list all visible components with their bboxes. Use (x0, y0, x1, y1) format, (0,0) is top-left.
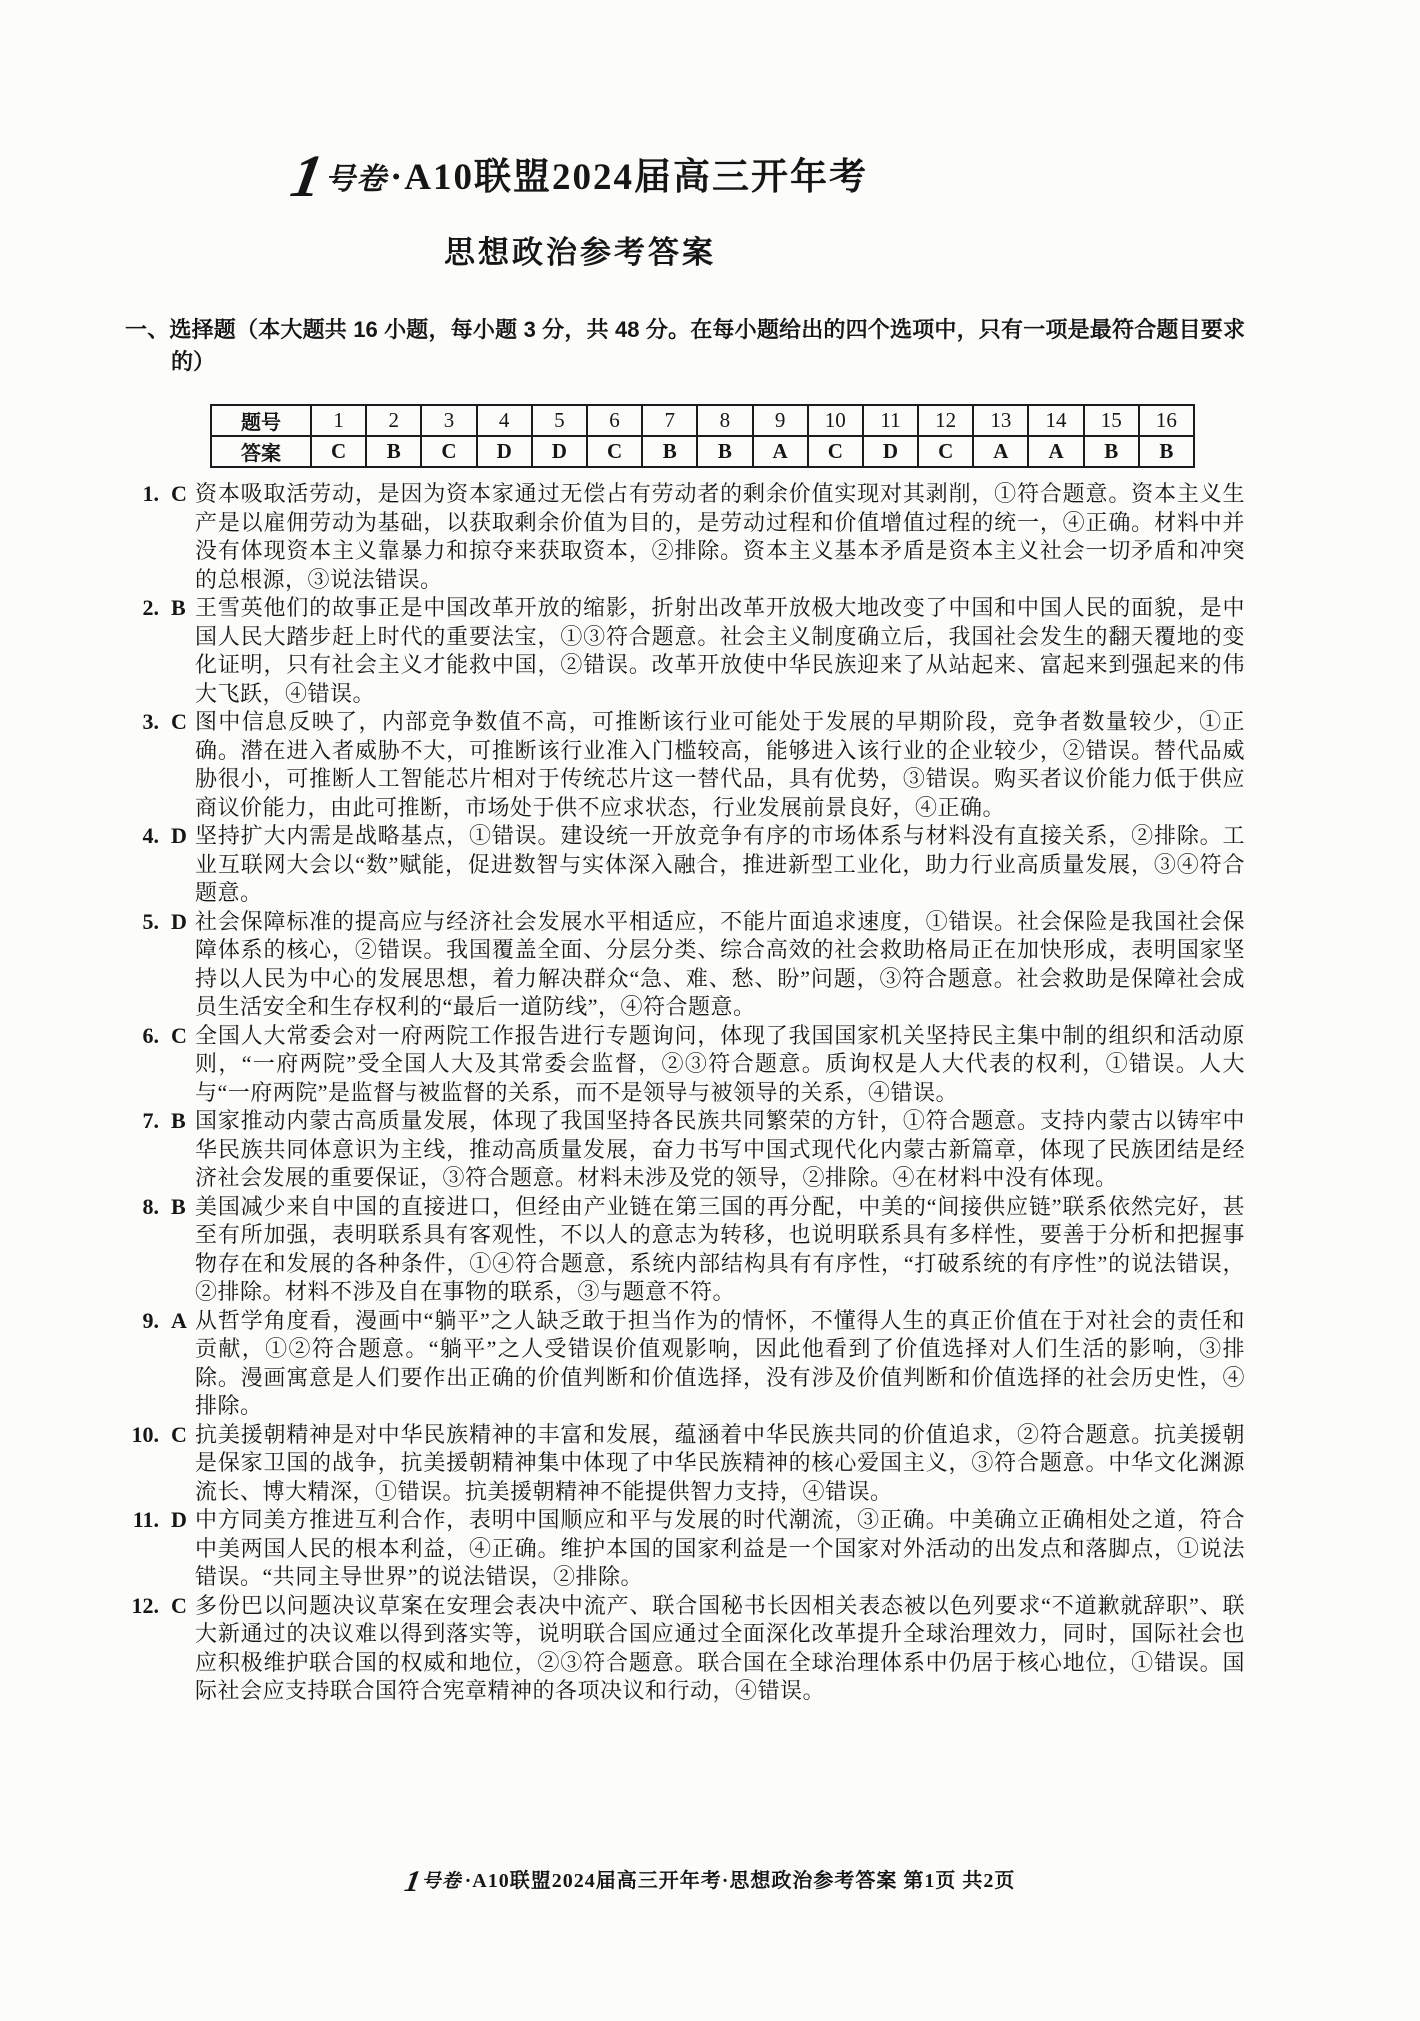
brand-logo-text: 号卷 (324, 163, 387, 196)
page-header (0, 0, 1160, 272)
answer-letter: B (171, 595, 187, 620)
question-number-cell: 9 (753, 405, 808, 436)
section-heading: 一、选择题（本大题共 16 小题，每小题 3 分，共 48 分。在每小题给出的四个选项中，只有一项是最符合题目要求的） (125, 317, 1245, 374)
explanation-item (125, 1421, 1245, 1507)
explanation-text: 资本吸取活劳动，是因为资本家通过无偿占有劳动者的剩余价值实现对其剥削，①符合题意。资本主义生产是以雇佣劳动为基础，以获取剩余价值为目的，是劳动过程和价值增值过程的统一，④正确。材料中并没有体现资本主义靠暴力和掠夺来获取资本，②排除。资本主义基本矛盾是资本主义社会一切矛盾和冲突的总根源，③说法错误。 (195, 481, 1245, 592)
answer-cell: B (1084, 436, 1139, 467)
explanation-list (125, 480, 1245, 1706)
explanation-text: 多份巴以问题决议草案在安理会表决中流产、联合国秘书长因相关表态被以色列要求“不道歉就辞职”、联大新通过的决议难以得到落实等，说明联合国应通过全面深化改革提升全球治理效力，同时，国际社会也应积极维护联合国的权威和地位，②③符合题意。联合国在全球治理体系中仍居于核心地位，①错误。国际社会应支持联合国符合宪章精神的各项决议和行动，④错误。 (195, 1592, 1245, 1703)
question-number: 12. (131, 1592, 159, 1618)
answer-cell: B (366, 436, 421, 467)
question-number-cell: 10 (808, 405, 863, 436)
answer-cell: D (863, 436, 918, 467)
answer-cell: C (587, 436, 642, 467)
question-number-cell: 4 (477, 405, 532, 436)
question-number-cell: 2 (366, 405, 421, 436)
answer-cell: C (311, 436, 366, 467)
explanation-text: 美国减少来自中国的直接进口，但经由产业链在第三国的再分配，中美的“间接供应链”联系依然完好，甚至有所加强，表明联系具有客观性，不以人的意志为转移，也说明联系具有多样性，要善于分析和把握事物存在和发展的各种条件，①④符合题意，系统内部结构具有有序性，“打破系统的有序性”的说法错误，②排除。材料不涉及自在事物的联系，③与题意不符。 (195, 1193, 1245, 1304)
answer-cell: B (697, 436, 752, 467)
answer-row (211, 436, 1194, 467)
explanation-item (125, 708, 1245, 822)
answer-cell: C (808, 436, 863, 467)
answer-letter: B (171, 1108, 187, 1133)
explanation-item (125, 1022, 1245, 1108)
explanation-item (125, 1592, 1245, 1706)
question-number: 2. (142, 595, 159, 620)
page-title: 1号卷·A10联盟2024届高三开年考 (286, 143, 869, 209)
question-number-cell: 1 (311, 405, 366, 436)
main-content (0, 314, 1420, 1706)
explanation-text: 国家推动内蒙古高质量发展，体现了我国坚持各民族共同繁荣的方针，①符合题意。支持内蒙古以铸牢中华民族共同体意识为主线，推动高质量发展，奋力书写中国式现代化内蒙古新篇章，体现了民族团结是经济社会发展的重要保证，③符合题意。材料未涉及党的领导，②排除。④在材料中没有体现。 (195, 1108, 1245, 1190)
question-number: 10. (131, 1421, 159, 1447)
answer-cell: C (421, 436, 476, 467)
explanation-item (125, 1193, 1245, 1307)
explanation-item (125, 480, 1245, 594)
question-row-header: 题号 (211, 405, 311, 436)
answer-cell: B (1139, 436, 1194, 467)
answer-cell: A (753, 436, 808, 467)
answer-letter: A (171, 1307, 188, 1333)
explanation-text: 全国人大常委会对一府两院工作报告进行专题询问，体现了我国国家机关坚持民主集中制的组织和活动原则，“一府两院”受全国人大及其常委会监督，②③符合题意。质询权是人大代表的权利，①错误。人大与“一府两院”是监督与被监督的关系，而不是领导与被领导的关系，④错误。 (195, 1022, 1245, 1105)
question-number-cell: 7 (642, 405, 697, 436)
question-number-cell: 11 (863, 405, 918, 436)
question-number: 11. (132, 1507, 159, 1532)
explanation-text: 坚持扩大内需是战略基点，①错误。建设统一开放竞争有序的市场体系与材料没有直接关系，②排除。工业互联网大会以“数”赋能，促进数智与实体深入融合，推进新型工业化，助力行业高质量发展，③④符合题意。 (195, 823, 1245, 905)
answer-cell: D (532, 436, 587, 467)
question-number-cell: 16 (1139, 405, 1194, 436)
answer-cell: B (642, 436, 697, 467)
explanation-text: 从哲学角度看，漫画中“躺平”之人缺乏敢于担当作为的情怀，不懂得人生的真正价值在于对社会的责任和贡献，①②符合题意。“躺平”之人受错误价值观影响，因此他看到了价值选择对人们生活的影响，③排除。漫画寓意是人们要作出正确的价值判断和价值选择，没有涉及价值判断和价值选择的社会历史性，④排除。 (195, 1307, 1245, 1418)
question-number-cell: 5 (532, 405, 587, 436)
page-subtitle: 思想政治参考答案 (444, 235, 716, 270)
question-number: 1. (142, 481, 159, 506)
explanation-item (125, 1107, 1245, 1193)
question-number-cell: 6 (587, 405, 642, 436)
question-number-row (211, 405, 1194, 436)
footer-page-info: 第1页 共2页 (903, 1870, 1016, 1892)
answer-letter: C (171, 1592, 188, 1618)
answer-row-header: 答案 (211, 436, 311, 467)
explanation-item (125, 822, 1245, 908)
explanation-text: 抗美援朝精神是对中华民族精神的丰富和发展，蕴涵着中华民族共同的价值追求，②符合题意。抗美援朝是保家卫国的战争，抗美援朝精神集中体现了中华民族精神的核心爱国主义，③符合题意。中华文化渊源流长、博大精深，①错误。抗美援朝精神不能提供智力支持，④错误。 (195, 1421, 1245, 1504)
question-number: 3. (142, 709, 159, 734)
explanation-item (125, 1307, 1245, 1421)
explanation-text: 社会保障标准的提高应与经济社会发展水平相适应，不能片面追求速度，①错误。社会保险是我国社会保障体系的核心，②错误。我国覆盖全面、分层分类、综合高效的社会救助格局正在加快形成，表明国家坚持以人民为中心的发展思想，着力解决群众“急、难、愁、盼”问题，③符合题意。社会救助是保障社会成员生活安全和生存权利的“最后一道防线”，④符合题意。 (195, 908, 1245, 1019)
answer-cell: D (477, 436, 532, 467)
question-number: 4. (142, 823, 159, 848)
question-number: 5. (142, 908, 159, 934)
question-number-cell: 8 (697, 405, 752, 436)
explanation-item (125, 594, 1245, 708)
answer-letter: C (171, 709, 188, 734)
question-number-cell: 3 (421, 405, 476, 436)
answer-cell: A (1028, 436, 1083, 467)
question-number-cell: 15 (1084, 405, 1139, 436)
footer-exam-text: ·A10联盟2024届高三开年考·思想政治参考答案 (464, 1870, 898, 1892)
answer-letter: D (171, 1507, 188, 1532)
question-number-cell: 12 (918, 405, 973, 436)
answer-letter: D (171, 908, 188, 934)
explanation-text: 王雪英他们的故事正是中国改革开放的缩影，折射出改革开放极大地改变了中国和中国人民的面貌，是中国人民大踏步赶上时代的重要法宝，①③符合题意。社会主义制度确立后，我国社会发生的翻天覆地的变化证明，只有社会主义才能救中国，②错误。改革开放使中华民族迎来了从站起来、富起来到强起来的伟大飞跃，④错误。 (195, 595, 1245, 706)
answer-letter: C (171, 1022, 188, 1048)
explanation-item (125, 908, 1245, 1022)
answer-letter: C (171, 1421, 188, 1447)
answer-letter: D (171, 823, 188, 848)
page-footer: 1号卷 ·A10联盟2024届高三开年考·思想政治参考答案 第1页 共2页 (401, 1865, 1016, 1898)
answer-letter: C (171, 481, 188, 506)
footer-brand-logo-text: 号卷 (421, 1871, 462, 1892)
answer-cell: C (918, 436, 973, 467)
explanation-text: 图中信息反映了，内部竞争数值不高，可推断该行业可能处于发展的早期阶段，竞争者数量较少，①正确。潜在进入者威胁不大，可推断该行业准入门槛较高，能够进入该行业的企业较少，②错误。替代品威胁很小，可推断人工智能芯片相对于传统芯片这一替代品，具有优势，③错误。购买者议价能力低于供应商议价能力，由此可推断，市场处于供不应求状态，行业发展前景良好，④正确。 (195, 709, 1245, 820)
answer-letter: B (171, 1193, 187, 1219)
question-number: 8. (142, 1193, 159, 1219)
answer-cell: A (973, 436, 1028, 467)
question-number: 9. (142, 1307, 159, 1333)
exam-title-text: ·A10联盟2024届高三开年考 (389, 157, 869, 198)
explanation-item (125, 1506, 1245, 1592)
question-number: 7. (142, 1108, 159, 1133)
answer-table (210, 404, 1195, 468)
question-number: 6. (142, 1022, 159, 1048)
explanation-text: 中方同美方推进互利合作，表明中国顺应和平与发展的时代潮流，③正确。中美确立正确相处之道，符合中美两国人民的根本利益，④正确。维护本国的国家利益是一个国家对外活动的出发点和落脚点，①说法错误。“共同主导世界”的说法错误，②排除。 (195, 1507, 1245, 1589)
question-number-cell: 13 (973, 405, 1028, 436)
question-number-cell: 14 (1028, 405, 1083, 436)
